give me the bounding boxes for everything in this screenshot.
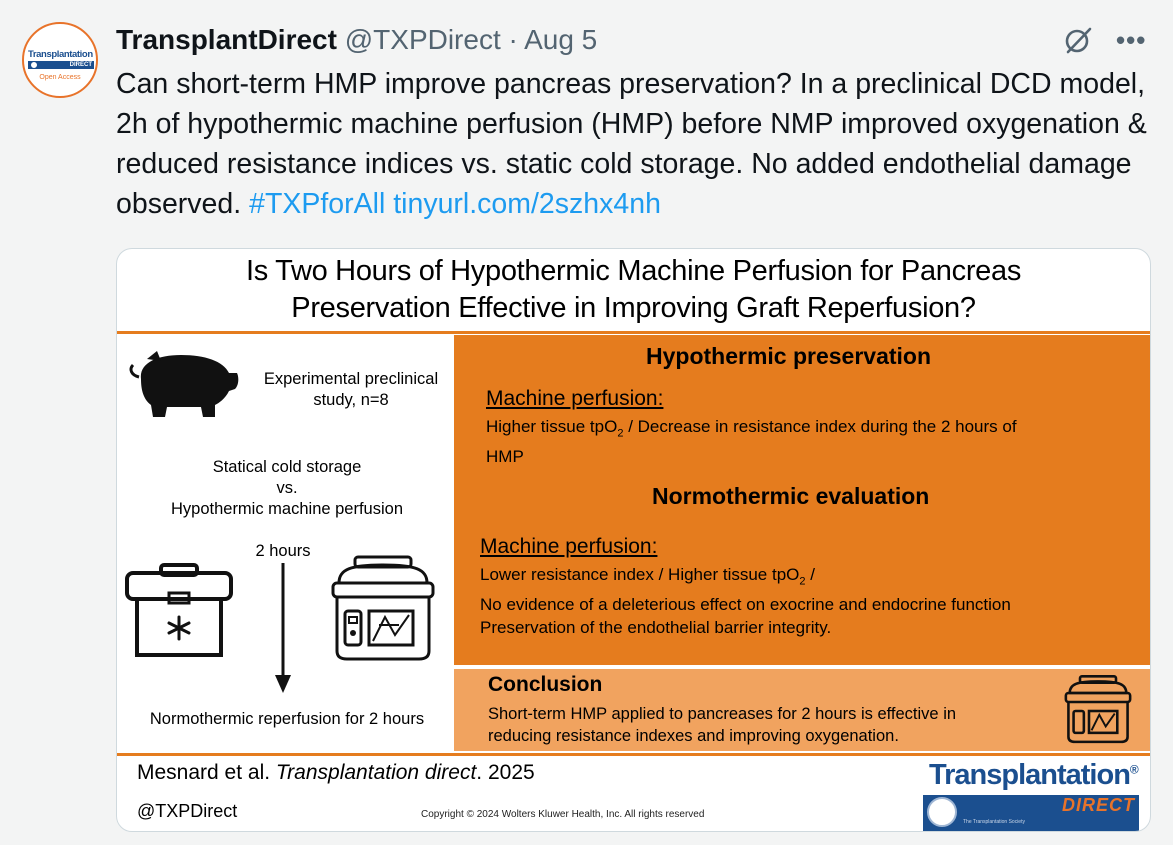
- compare-line-2: vs.: [276, 479, 298, 497]
- infographic-title: [117, 253, 1150, 327]
- reperfusion-label: Normothermic reperfusion for 2 hours: [149, 710, 425, 728]
- conclusion-line-2: reducing resistance indexes and improving oxygenation.: [488, 727, 899, 745]
- conclusion-box: [454, 669, 1151, 751]
- tweet-body: Can short-term HMP improve pancreas preservation? In a preclinical DCD model, 2h of hypothermic machine perfusion (HMP) before NMP improved oxygenation & reduced resistance indices vs. static cold storage. No added endothelial damage observed.: [116, 68, 1147, 220]
- normothermic-subheading: Machine perfusion:: [480, 535, 658, 558]
- citation-authors: Mesnard et al.: [137, 761, 276, 784]
- hypothermic-heading: Hypothermic preservation: [646, 343, 932, 369]
- author-handle[interactable]: @TXPDirect: [344, 24, 501, 55]
- hypo-subscript: 2: [617, 427, 624, 440]
- hypothermic-subheading: Machine perfusion:: [486, 387, 664, 410]
- results-panel: [454, 335, 1151, 665]
- citation-year: . 2025: [476, 761, 535, 784]
- logo-direct: DIRECT: [1062, 795, 1135, 815]
- normo-line-1b: /: [805, 565, 815, 584]
- title-line-2: Preservation Effective in Improving Graft Reperfusion?: [291, 292, 976, 324]
- normo-line-3: Preservation of the endothelial barrier integrity.: [480, 618, 832, 638]
- cold-storage-cooler-icon: [123, 563, 235, 663]
- top-divider: [117, 331, 1150, 334]
- normo-line-1: [480, 563, 1140, 593]
- transplantation-direct-logo: [923, 759, 1145, 832]
- study-line-2: study, n=8: [313, 391, 389, 409]
- normo-line-2: No evidence of a deleterious effect on exocrine and endocrine function: [480, 595, 1011, 615]
- avatar-direct: DIRECT: [69, 62, 92, 68]
- tweet-media-image[interactable]: [116, 248, 1151, 832]
- study-description: [253, 369, 449, 411]
- hypo-tpo2-text: Higher tissue tpO: [486, 417, 618, 436]
- normo-line-1a: Lower resistance index / Higher tissue tpO: [480, 565, 800, 584]
- duration-label: 2 hours: [255, 542, 311, 560]
- footer-handle: @TXPDirect: [137, 801, 238, 821]
- hypo-resistance-text: / Decrease in resistance index during the 2 hours of: [623, 417, 1017, 436]
- conclusion-body: [488, 703, 1028, 747]
- comparison-text: [137, 457, 437, 520]
- title-line-1: Is Two Hours of Hypothermic Machine Perfusion for Pancreas: [245, 255, 1022, 287]
- avatar-brand: Transplantation: [28, 49, 93, 60]
- normo-subscript: 2: [799, 575, 806, 588]
- hashtag-link[interactable]: #TXPforAll: [249, 188, 386, 220]
- citation-journal: Transplantation direct: [275, 761, 477, 784]
- study-line-1: Experimental preclinical: [263, 370, 439, 388]
- perfusion-machine-icon: [329, 555, 437, 667]
- logo-society: The Transplantation Society: [963, 819, 1025, 825]
- logo-wordmark: [929, 759, 1138, 792]
- left-panel: [117, 335, 453, 755]
- tweet-header: [116, 22, 597, 58]
- header-separator: ·: [508, 24, 518, 55]
- hypothermic-body-line-1: [486, 415, 1126, 445]
- pig-icon: [127, 349, 239, 419]
- compare-line-3: Hypothermic machine perfusion: [170, 500, 404, 518]
- url-link[interactable]: tinyurl.com/2szhx4nh: [393, 188, 661, 220]
- compare-line-1: Statical cold storage: [212, 458, 362, 476]
- tweet-text: [116, 64, 1156, 224]
- citation: [137, 761, 535, 785]
- avatar[interactable]: [22, 22, 98, 98]
- logo-seal-icon: [927, 797, 957, 827]
- copyright: Copyright © 2024 Wolters Kluwer Health, Inc. All rights reserved: [421, 809, 705, 820]
- down-arrow-icon: [273, 563, 293, 695]
- grok-icon[interactable]: [1062, 24, 1094, 56]
- avatar-seal-icon: [30, 61, 38, 69]
- normothermic-heading: Normothermic evaluation: [652, 483, 930, 509]
- conclusion-title: Conclusion: [488, 673, 603, 696]
- avatar-open-access: Open Access: [39, 74, 81, 81]
- normothermic-body: [480, 563, 1140, 639]
- logo-reg: ®: [1129, 762, 1138, 777]
- bottom-divider: [117, 753, 1150, 756]
- conclusion-line-1: Short-term HMP applied to pancreases for 2 hours is effective in: [488, 705, 957, 723]
- tweet-date[interactable]: Aug 5: [524, 24, 598, 55]
- hypothermic-body: [486, 415, 1126, 468]
- perfusion-machine-small-icon: [1062, 675, 1134, 747]
- hypothermic-body-line-2: HMP: [486, 447, 524, 467]
- more-icon[interactable]: •••: [1116, 25, 1147, 55]
- logo-word: Transplantation: [929, 759, 1130, 791]
- author-name[interactable]: TransplantDirect: [116, 24, 337, 55]
